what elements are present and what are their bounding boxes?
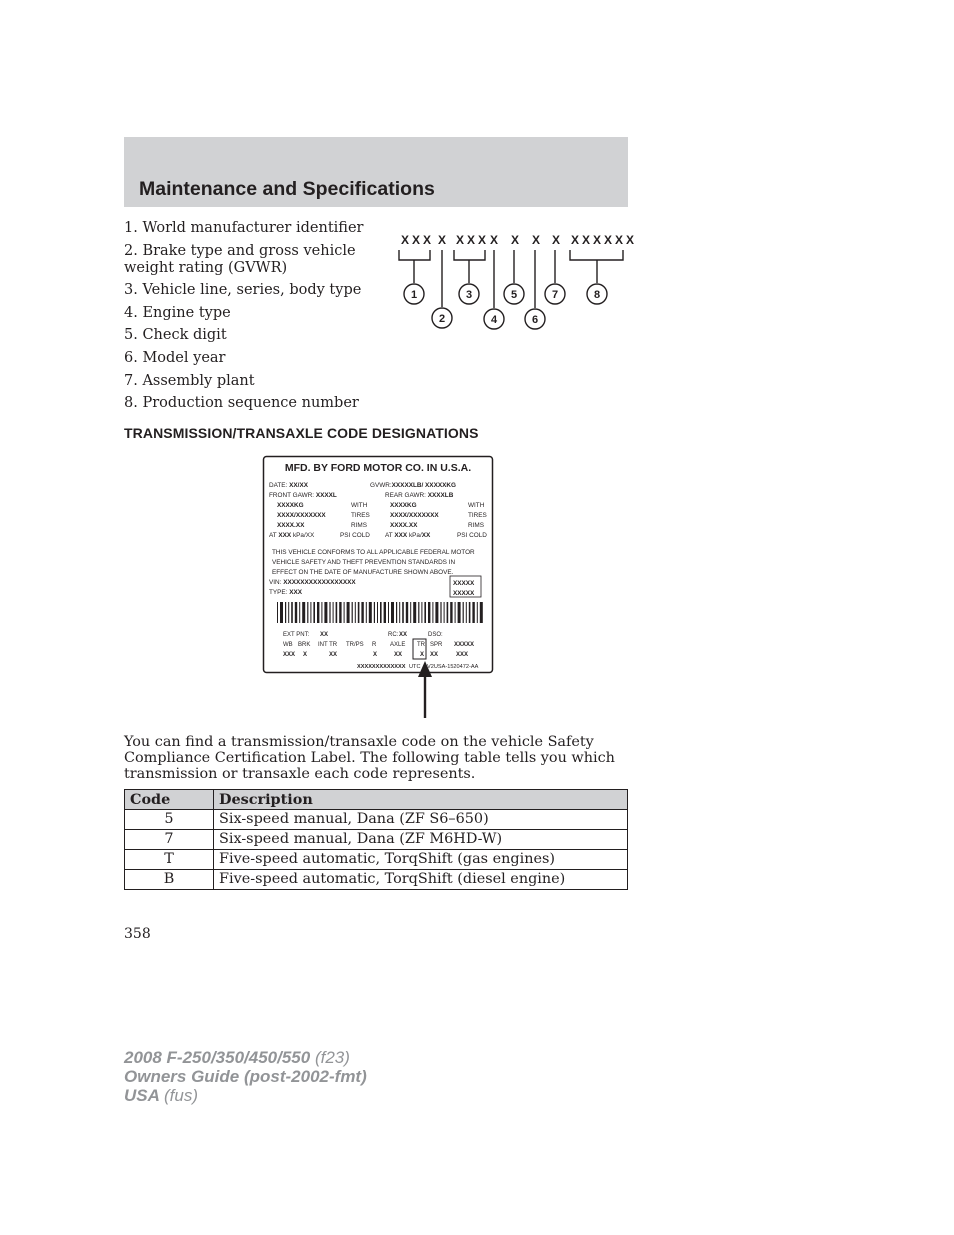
description-cell: Six-speed manual, Dana (ZF M6HD-W) (214, 830, 628, 850)
barcode-bar (317, 602, 319, 623)
svg-text:AT XXX kPa/XX: AT XXX kPa/XX (269, 532, 315, 539)
barcode-bar (435, 602, 438, 623)
conform-line-3: EFFECT ON THE DATE OF MANUFACTURE SHOWN ABOVE. (272, 569, 454, 576)
rc-label: RC: (388, 632, 399, 638)
bracket-8 (570, 250, 623, 283)
footer-line-2: Owners Guide (post-2002-fmt) (124, 1067, 367, 1086)
barcode-bar (344, 602, 345, 623)
barcode-bar (406, 602, 408, 623)
barcode-bar (377, 602, 378, 623)
barcode-bar (432, 602, 433, 623)
barcode-bar (291, 602, 293, 623)
vin-label: VIN: (269, 579, 282, 586)
vin-group: X (490, 233, 502, 247)
rear-tire: XXXX/XXXXXXX (390, 512, 439, 519)
barcode-bar (321, 602, 322, 623)
footer-line-1: 2008 F-250/350/450/550 (f23) (124, 1048, 350, 1067)
barcode-bar (277, 602, 278, 623)
transmission-code-table (124, 789, 628, 890)
svg-text:REAR GAWR: XXXXLB (385, 492, 454, 499)
dso-label: DSO: (428, 632, 443, 638)
type-label: TYPE: (269, 589, 288, 596)
front-kg: XXXXKG (277, 502, 304, 509)
barcode-bar (402, 602, 404, 623)
callout-number: 7 (551, 289, 559, 301)
vin-group: X (532, 233, 544, 247)
barcode-bar (447, 602, 449, 623)
barcode-bar (366, 602, 367, 623)
barcode-bar (428, 602, 430, 623)
front-rims: RIMS (351, 522, 367, 529)
barcode-bar (380, 602, 382, 623)
barcode-bar (466, 602, 467, 623)
label-title: MFD. BY FORD MOTOR CO. IN U.S.A. (284, 462, 472, 474)
code-cell: 7 (125, 830, 214, 850)
vin-legend-item: 3. Vehicle line, series, body type (124, 282, 362, 299)
certification-label-illustration (262, 455, 496, 720)
vin-value: XXXXXXXXXXXXXXXXX (283, 579, 356, 586)
ext-pnt-value: XX (320, 632, 329, 638)
footer-line-3: USA (fus) (124, 1086, 198, 1105)
front-gawr-label: FRONT GAWR: (269, 492, 315, 499)
gvwr-value: XXXXXLB/ XXXXXKG (391, 482, 456, 489)
barcode-bar (299, 602, 300, 623)
column-header-description: Description (214, 790, 628, 810)
barcode-bar (302, 602, 305, 623)
svg-text:TYPE: XXX (269, 589, 303, 596)
callout-number: 8 (593, 289, 601, 301)
barcode-bar (424, 602, 426, 623)
column-header-code: Code (125, 790, 214, 810)
utc-label: UTC (409, 664, 421, 670)
table-row (125, 870, 628, 890)
part-number: V2USA-1520472-AA (427, 664, 479, 670)
spr-label: SPR (430, 642, 443, 648)
date-value: XX/XX (289, 482, 308, 489)
barcode-bar (352, 602, 353, 623)
barcode-bar (288, 602, 289, 623)
barcode-bar (450, 602, 452, 623)
type-value: XXX (289, 589, 303, 596)
barcode-bar (355, 602, 356, 623)
table-row (125, 830, 628, 850)
vin-group: X (438, 233, 450, 247)
conform-line-2: VEHICLE SAFETY AND THEFT PREVENTION STANDARDS IN (272, 559, 456, 566)
vin-legend-item: 7. Assembly plant (124, 372, 255, 389)
vin-group: XXXXXX (571, 233, 638, 247)
vin-legend-item: 5. Check digit (124, 327, 227, 344)
rear-rim: XXXX.XX (390, 522, 418, 529)
svg-text:DATE: XX/XX (269, 482, 309, 489)
int-tr-label: INT TR (318, 642, 338, 648)
tr-label: TR (417, 642, 425, 648)
barcode-bar (421, 602, 422, 623)
front-psi: PSI COLD (340, 532, 370, 539)
callout-number: 2 (438, 313, 446, 325)
description-cell: Five-speed automatic, TorqShift (gas engines) (214, 850, 628, 870)
svg-text:VIN: XXXXXXXXXXXXXXXXX (269, 579, 356, 586)
spr-value: XX (430, 652, 439, 658)
callout-number: 4 (490, 314, 498, 326)
rear-kg: XXXXKG (390, 502, 417, 509)
barcode-bar (477, 602, 478, 623)
table-header-row (125, 790, 628, 810)
tr-value: X (420, 652, 425, 658)
barcode-bar (396, 602, 397, 623)
barcode-bar (455, 602, 456, 623)
barcode-bar (336, 602, 338, 623)
barcode-bar (472, 602, 474, 623)
vin-group: X (511, 233, 523, 247)
vin-diagram (394, 226, 638, 336)
barcode-bar (463, 602, 464, 623)
gvwr-label: GVWR: (370, 482, 392, 489)
barcode-bar (480, 602, 483, 623)
axle-label: AXLE (390, 642, 406, 648)
front-with: WITH (351, 502, 368, 509)
description-cell: Six-speed manual, Dana (ZF S6–650) (214, 810, 628, 830)
vin-group: X (552, 233, 564, 247)
vin-group: XXX (456, 233, 490, 247)
conform-line-1: THIS VEHICLE CONFORMS TO ALL APPLICABLE FEDERAL MOTOR (272, 549, 475, 556)
barcode-bar (333, 602, 334, 623)
rear-psi: PSI COLD (457, 532, 487, 539)
section-header (124, 137, 628, 207)
r-label: R (372, 642, 377, 648)
front-rim: XXXX.XX (277, 522, 305, 529)
barcode-bar (310, 602, 311, 623)
rear-gawr-label: REAR GAWR: (385, 492, 426, 499)
barcode-bar (391, 602, 394, 623)
callout-number: 1 (410, 289, 418, 301)
table-row (125, 810, 628, 830)
code-cell: B (125, 870, 214, 890)
barcode-bar (361, 602, 363, 623)
vin-legend-item: 6. Model year (124, 349, 226, 366)
front-gawr-value: XXXXL (315, 492, 337, 499)
bottom-code: XXXXXXXXXXXXX (357, 664, 406, 670)
vin-legend-list (124, 220, 374, 418)
wb-label: WB (283, 642, 293, 648)
code-cell: 5 (125, 810, 214, 830)
barcode-bar (384, 602, 386, 623)
bracket-3 (454, 250, 485, 283)
barcode-bar (388, 602, 389, 623)
rear-with: WITH (468, 502, 485, 509)
box-value-1: XXXXX (453, 580, 475, 587)
date-label: DATE: (269, 482, 288, 489)
barcode-bar (440, 602, 441, 623)
barcode-bar (313, 602, 315, 623)
svg-text:FRONT GAWR: XXXXL (269, 492, 337, 499)
barcode-bar (329, 602, 330, 623)
barcode-bar (374, 602, 375, 623)
callout-number: 6 (531, 314, 539, 326)
brk-value: X (303, 652, 308, 658)
dso-value: XXXXX (454, 642, 475, 648)
rear-tires: TIRES (468, 512, 487, 519)
barcode-bar (324, 602, 327, 623)
rear-rims: RIMS (468, 522, 484, 529)
document-footer (124, 1048, 367, 1105)
vin-legend-item: 2. Brake type and gross vehicle weight rating (GVWR) (124, 242, 356, 276)
barcode-bar (410, 602, 411, 623)
page-number: 358 (124, 926, 151, 942)
bracket-1 (399, 250, 430, 283)
barcode-bar (347, 602, 350, 623)
barcode-bar (469, 602, 471, 623)
front-tire: XXXX/XXXXXXX (277, 512, 326, 519)
ext-pnt-label: EXT PNT: (283, 632, 310, 638)
vin-legend-item: 4. Engine type (124, 304, 231, 321)
brk-label: BRK (298, 642, 311, 648)
table-row (125, 850, 628, 870)
barcode-bar (413, 602, 416, 623)
int-tr-value: XX (329, 652, 338, 658)
vin-legend-item: 1. World manufacturer identifier (124, 220, 364, 236)
vin-legend-item: 8. Production sequence number (124, 395, 359, 412)
code-cell: T (125, 850, 214, 870)
barcode-bar (339, 602, 341, 623)
barcode-bar (444, 602, 445, 623)
front-tires: TIRES (351, 512, 370, 519)
svg-text:AT XXX kPa/XX: AT XXX kPa/XX (385, 532, 431, 539)
section-heading: TRANSMISSION/TRANSAXLE CODE DESIGNATIONS (124, 425, 479, 441)
tr-ps-label: TR/PS (346, 642, 364, 648)
barcode-bar (307, 602, 308, 623)
r-value: X (373, 652, 378, 658)
barcode-bar (295, 602, 297, 623)
callout-number: 5 (510, 289, 518, 301)
rear-gawr-value: XXXXLB (427, 492, 454, 499)
svg-text:GVWR:XXXXXLB/ XXXXXKG (370, 482, 456, 489)
wb-value: XXX (283, 652, 296, 658)
extra-value: XXX (456, 652, 469, 658)
rc-value: XX (399, 632, 408, 638)
axle-value: XX (394, 652, 403, 658)
barcode-bar (399, 602, 400, 623)
description-cell: Five-speed automatic, TorqShift (diesel engine) (214, 870, 628, 890)
barcode-bar (418, 602, 419, 623)
intro-paragraph: You can find a transmission/transaxle code on the vehicle Safety Compliance Certification Label. The following table tells you which transmission or transaxle each code represents. (124, 734, 615, 782)
barcode-bar (458, 602, 461, 623)
box-value-2: XXXXX (453, 590, 475, 597)
barcode-bar (280, 602, 283, 623)
header-title: Maintenance and Specifications (139, 178, 435, 200)
barcode-bar (285, 602, 286, 623)
callout-number: 3 (465, 289, 473, 301)
barcode-bar (369, 602, 372, 623)
vin-group: XXX (401, 233, 435, 247)
barcode-bar (358, 602, 360, 623)
